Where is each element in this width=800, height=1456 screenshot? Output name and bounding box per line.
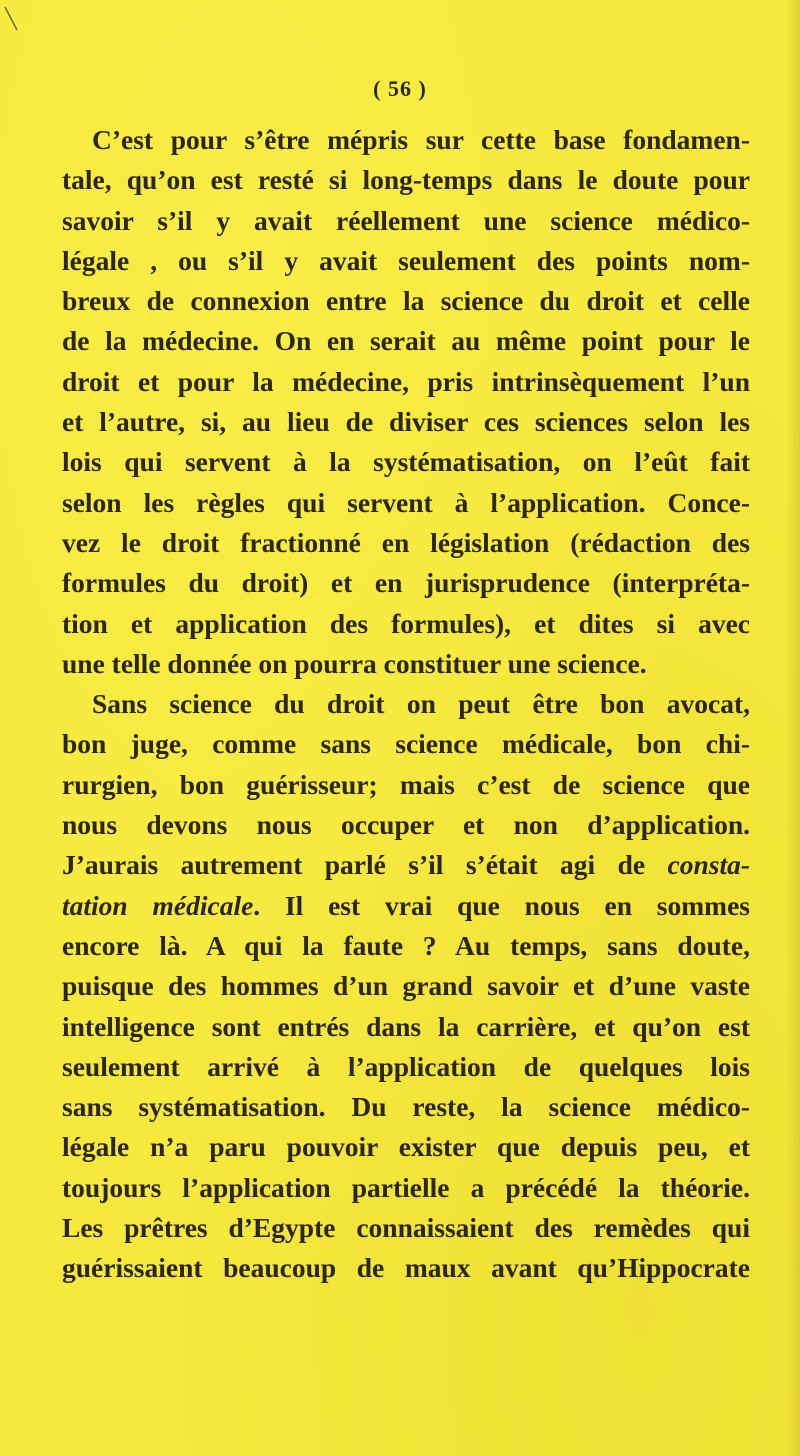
- text-line: savoir s’il y avait réellement une science médico-: [62, 204, 750, 236]
- text-line: formules du droit) et en jurisprudence (interpréta-: [62, 567, 750, 599]
- text-segment: . Il est vrai que nous en sommes: [253, 889, 750, 921]
- text-line: Les prêtres d’Egypte connaissaient des remèdes qui: [62, 1212, 750, 1244]
- italic-term: consta-: [667, 849, 750, 881]
- text-line: tale, qu’on est resté si long-temps dans le doute pour: [62, 164, 750, 196]
- text-line: selon les règles qui servent à l’application. Conce-: [62, 486, 750, 518]
- text-line: bon juge, comme sans science médicale, bon chi-: [62, 728, 750, 760]
- text-line: légale , ou s’il y avait seulement des points nom-: [62, 244, 750, 276]
- text-line: rurgien, bon guérisseur; mais c’est de science que: [62, 768, 750, 800]
- body-text: [62, 120, 750, 1289]
- text-line: Sans science du droit on peut être bon avocat,: [92, 688, 750, 720]
- page-edge-shadow: [786, 0, 800, 1456]
- text-line: lois qui servent à la systématisation, on l’eût fait: [62, 446, 750, 478]
- text-line: intelligence sont entrés dans la carrière, et qu’on est: [62, 1010, 750, 1042]
- text-line: encore là. A qui la faute ? Au temps, sans doute,: [62, 929, 750, 961]
- text-line: et l’autre, si, au lieu de diviser ces sciences selon les: [62, 406, 750, 438]
- text-line: de la médecine. On en serait au même point pour le: [62, 325, 750, 357]
- text-line: légale n’a paru pouvoir exister que depuis peu, et: [62, 1131, 750, 1163]
- text-line: toujours l’application partielle a précédé la théorie.: [62, 1171, 750, 1203]
- text-line: [62, 845, 750, 885]
- text-line: droit et pour la médecine, pris intrinsèquement l’un: [62, 365, 750, 397]
- text-line: seulement arrivé à l’application de quelques lois: [62, 1050, 750, 1082]
- italic-term: tation médicale: [62, 889, 254, 921]
- text-line: puisque des hommes d’un grand savoir et d’une vaste: [62, 970, 750, 1002]
- text-line: [62, 886, 750, 926]
- corner-pencil-mark: [2, 4, 22, 34]
- text-segment: J’aurais autrement parlé s’il s’était agi de: [62, 849, 668, 881]
- text-line: sans systématisation. Du reste, la science médico-: [62, 1091, 750, 1123]
- text-line: tion et application des formules), et dites si avec: [62, 607, 750, 639]
- text-line: vez le droit fractionné en législation (rédaction des: [62, 526, 750, 558]
- page-number: ( 56 ): [373, 76, 427, 101]
- text-line: une telle donnée on pourra constituer une science.: [62, 647, 647, 679]
- text-line: breux de connexion entre la science du droit et celle: [62, 285, 750, 317]
- text-line: nous devons nous occuper et non d’application.: [62, 809, 750, 841]
- text-line: C’est pour s’être mépris sur cette base fondamen-: [92, 124, 750, 155]
- text-line: guérissaient beaucoup de maux avant qu’Hippocrate: [62, 1252, 750, 1284]
